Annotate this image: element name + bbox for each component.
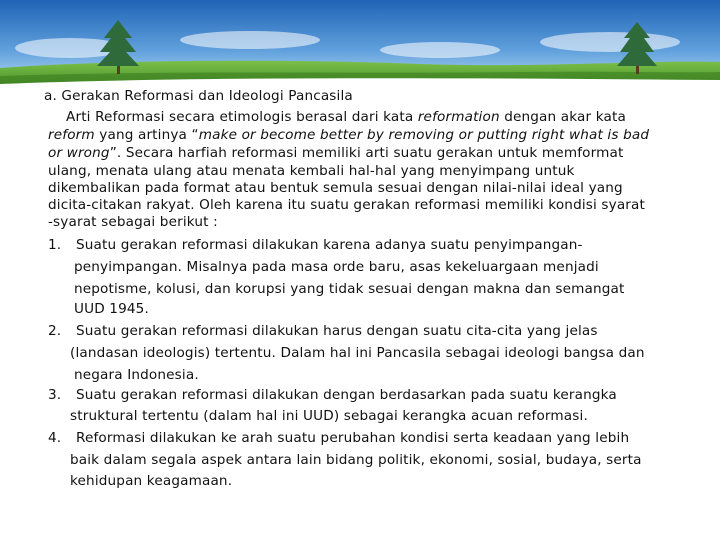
list-item-line: Suatu gerakan reformasi dilakukan harus dengan suatu cita-cita yang jelas [76, 323, 598, 339]
list-item-line: negara Indonesia. [74, 367, 199, 383]
list-item-line: Suatu gerakan reformasi dilakukan dengan berdasarkan pada suatu kerangka [76, 387, 617, 403]
list-item-line: (landasan ideologis) tertentu. Dalam hal ini Pancasila sebagai ideologi bangsa dan [70, 345, 645, 361]
intro-line-4: ulang, menata ulang atau menata kembali hal-hal yang menyimpang untuk [48, 163, 575, 179]
section-heading: a. Gerakan Reformasi dan Ideologi Pancasila [44, 88, 353, 104]
list-item-number: 4. [48, 430, 62, 446]
intro-line-2: reform yang artinya “make or become better by removing or putting right what is bad [48, 127, 650, 143]
intro-line-1: Arti Reformasi secara etimologis berasal dari kata reformation dengan akar kata [66, 109, 626, 125]
intro-line-6: dicita-citakan rakyat. Oleh karena itu suatu gerakan reformasi memiliki kondisi syarat [48, 197, 646, 213]
intro-line-7: -syarat sebagai berikut : [48, 214, 218, 230]
list-item-line: baik dalam segala aspek antara lain bidang politik, ekonomi, sosial, budaya, serta [70, 452, 642, 468]
list-item-line: UUD 1945. [74, 301, 149, 317]
list-item-line: nepotisme, kolusi, dan korupsi yang tidak sesuai dengan makna dan semangat [74, 281, 625, 297]
list-item-line: Reformasi dilakukan ke arah suatu perubahan kondisi serta keadaan yang lebih [76, 430, 630, 446]
list-item-number: 2. [48, 323, 62, 339]
intro-line-3: or wrong”. Secara harfiah reformasi memiliki arti suatu gerakan untuk memformat [48, 145, 624, 161]
list-item-line: penyimpangan. Misalnya pada masa orde baru, asas kekeluargaan menjadi [74, 259, 599, 275]
list-item-line: struktural tertentu (dalam hal ini UUD) sebagai kerangka acuan reformasi. [70, 408, 588, 424]
list-item-number: 3. [48, 387, 62, 403]
list-item-number: 1. [48, 237, 62, 253]
intro-line-5: dikembalikan pada format atau bentuk semula sesuai dengan nilai-nilai ideal yang [48, 180, 623, 196]
list-item-line: kehidupan keagamaan. [70, 473, 233, 489]
list-item-line: Suatu gerakan reformasi dilakukan karena adanya suatu penyimpangan- [76, 237, 583, 253]
